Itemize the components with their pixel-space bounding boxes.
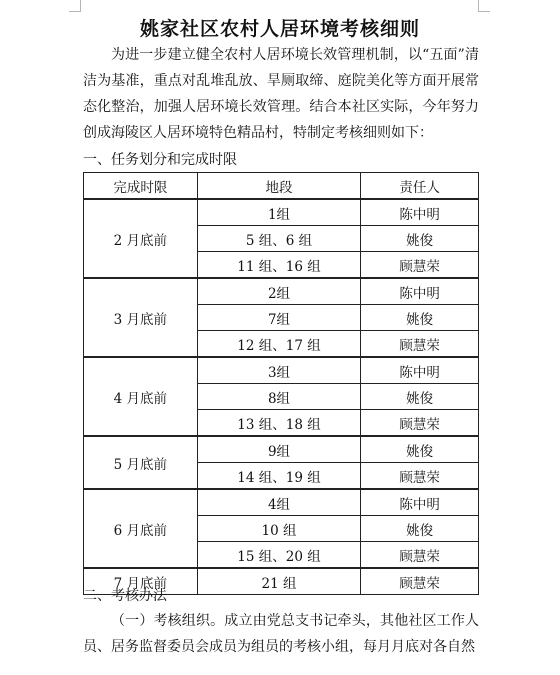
intro-text: 为进一步建立健全农村人居环境长效管理机制，以“五面”清洁为基准，重点对乱堆乱放、旱厕取缔、庭院美化等方面开展常态化整治，加强人居环境长效管理。结合本社区实际，今年努力创成海陵区人居环境特色精品村，特制定考核细则如下： xyxy=(83,47,479,141)
assessment-text: （一）考核组织。成立由党总支书记牵头，其他社区工作人员、居务监督委员会成员为组员的考核小组，每月月底对各自然 xyxy=(83,613,479,655)
header-person: 责任人 xyxy=(361,173,479,200)
area-cell: 1组 xyxy=(197,199,361,226)
document-title: 姚家社区农村人居环境考核细则 xyxy=(139,18,420,40)
area-cell: 14 组、19 组 xyxy=(197,463,361,490)
person-cell: 姚俊 xyxy=(361,305,479,331)
person-cell: 姚俊 xyxy=(361,436,479,463)
intro-paragraph xyxy=(83,42,479,146)
deadline-cell: 7 月底前 xyxy=(84,568,198,595)
header-deadline: 完成时限 xyxy=(84,173,198,200)
margin-marker-left-h xyxy=(69,11,81,12)
table-row xyxy=(84,278,479,305)
header-area: 地段 xyxy=(197,173,361,200)
table-group xyxy=(84,199,479,278)
table-group xyxy=(84,436,479,489)
area-cell: 5 组、6 组 xyxy=(197,226,361,252)
person-cell: 陈中明 xyxy=(361,199,479,226)
section-heading-tasks: 一、任务划分和完成时限 xyxy=(83,152,237,168)
table-row xyxy=(84,489,479,516)
person-cell: 陈中明 xyxy=(361,278,479,305)
schedule-table xyxy=(83,172,479,595)
person-cell: 姚俊 xyxy=(361,384,479,410)
table-row xyxy=(84,357,479,384)
area-cell: 4组 xyxy=(197,489,361,516)
area-cell: 15 组、20 组 xyxy=(197,542,361,569)
table-row xyxy=(84,199,479,226)
deadline-cell: 5 月底前 xyxy=(84,436,198,489)
person-cell: 顾慧荣 xyxy=(361,542,479,569)
area-cell: 2组 xyxy=(197,278,361,305)
table-group xyxy=(84,357,479,436)
area-cell: 3组 xyxy=(197,357,361,384)
person-cell: 顾慧荣 xyxy=(361,463,479,490)
area-cell: 7组 xyxy=(197,305,361,331)
table-row xyxy=(84,436,479,463)
deadline-cell: 3 月底前 xyxy=(84,278,198,357)
table-group xyxy=(84,278,479,357)
area-cell: 13 组、18 组 xyxy=(197,410,361,437)
person-cell: 陈中明 xyxy=(361,489,479,516)
area-cell: 11 组、16 组 xyxy=(197,252,361,279)
person-cell: 姚俊 xyxy=(361,226,479,252)
person-cell: 姚俊 xyxy=(361,516,479,542)
person-cell: 顾慧荣 xyxy=(361,252,479,279)
area-cell: 8组 xyxy=(197,384,361,410)
table-group xyxy=(84,489,479,568)
person-cell: 顾慧荣 xyxy=(361,331,479,358)
area-cell: 12 组、17 组 xyxy=(197,331,361,358)
area-cell: 9组 xyxy=(197,436,361,463)
area-cell: 10 组 xyxy=(197,516,361,542)
table-header-row xyxy=(84,173,479,200)
area-cell: 21 组 xyxy=(197,568,361,595)
section-heading-assessment: 二、考核办法 xyxy=(83,588,167,604)
assessment-paragraph xyxy=(83,608,479,660)
person-cell: 顾慧荣 xyxy=(361,410,479,437)
deadline-cell: 4 月底前 xyxy=(84,357,198,436)
deadline-cell: 6 月底前 xyxy=(84,489,198,568)
deadline-cell: 2 月底前 xyxy=(84,199,198,278)
person-cell: 陈中明 xyxy=(361,357,479,384)
person-cell: 顾慧荣 xyxy=(361,568,479,595)
margin-marker-right-h xyxy=(478,11,490,12)
